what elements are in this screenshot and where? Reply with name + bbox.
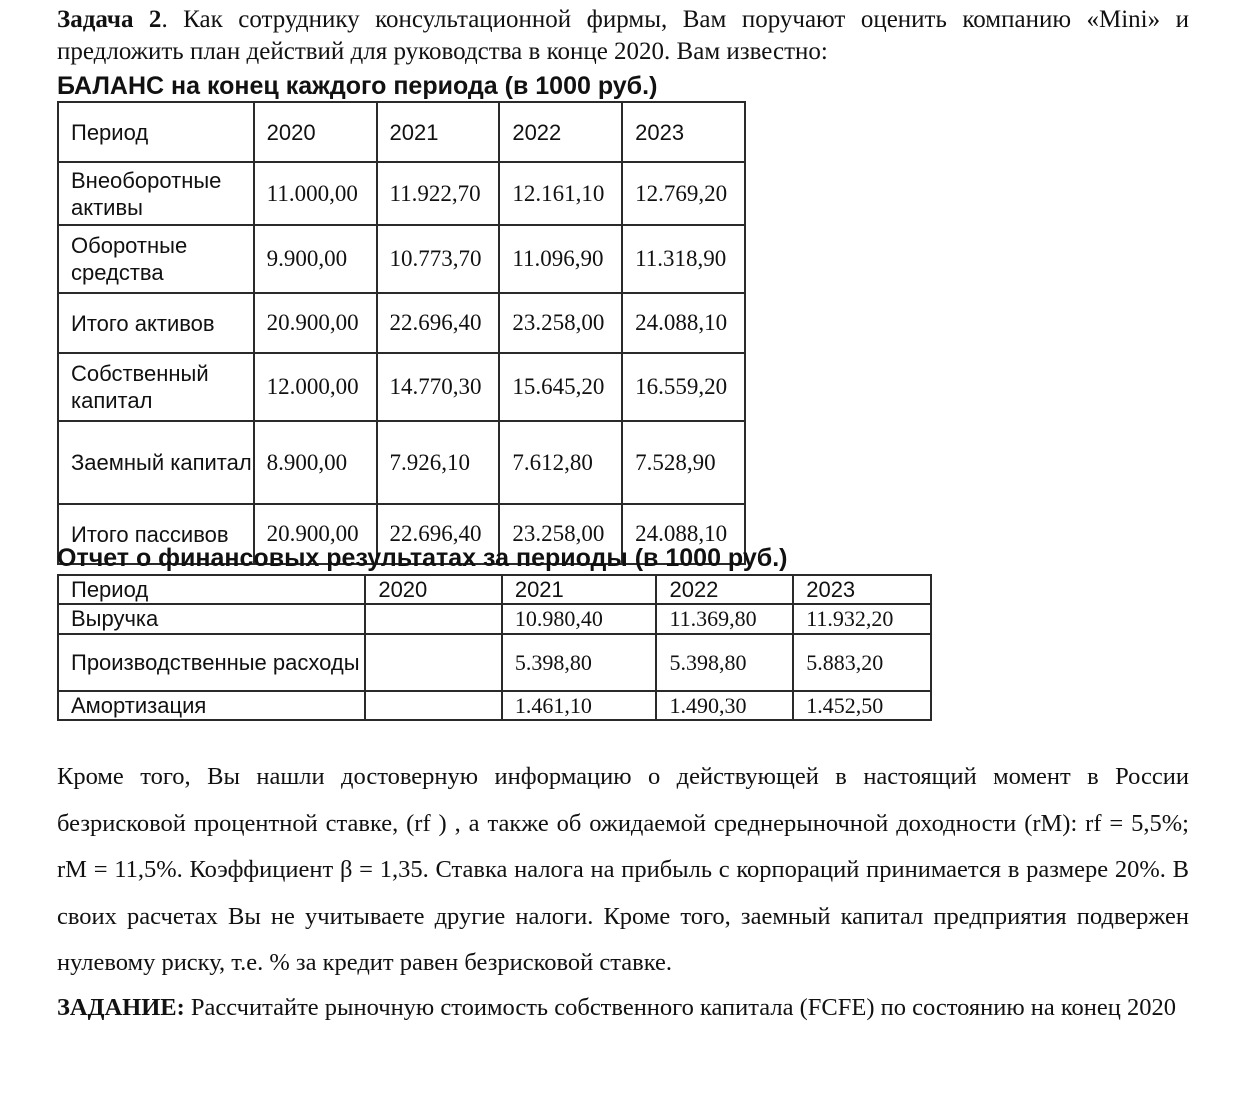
balance-value-cell: 22.696,40 bbox=[377, 293, 500, 353]
income-value-cell: 11.369,80 bbox=[656, 604, 793, 634]
income-value-cell bbox=[365, 604, 502, 634]
balance-row-label: Собственный капитал bbox=[58, 353, 254, 421]
task-text: . Как сотруднику консультационной фирмы, Вам поручают оценить компанию «Mini» и предложить план действий для руководства в конце 2020. Вам известно: bbox=[57, 6, 1189, 65]
income-value-cell bbox=[365, 691, 502, 720]
balance-row-label: Оборотные средства bbox=[58, 225, 254, 293]
balance-header-row bbox=[58, 102, 745, 162]
balance-row bbox=[58, 353, 745, 421]
income-value-cell: 1.490,30 bbox=[656, 691, 793, 720]
income-value-cell: 5.398,80 bbox=[656, 634, 793, 691]
balance-value-cell: 22.696,40 bbox=[377, 504, 500, 564]
balance-value-cell: 16.559,20 bbox=[622, 353, 745, 421]
assignment-label: ЗАДАНИЕ: bbox=[57, 994, 185, 1021]
income-row-label: Амортизация bbox=[58, 691, 365, 720]
balance-value-cell: 7.612,80 bbox=[499, 421, 622, 504]
balance-header-cell: 2022 bbox=[499, 102, 622, 162]
income-row bbox=[58, 604, 931, 634]
income-header-cell: 2020 bbox=[365, 575, 502, 604]
income-row bbox=[58, 691, 931, 720]
balance-header-cell: 2023 bbox=[622, 102, 745, 162]
income-header-row bbox=[58, 575, 931, 604]
conditions-paragraph: Кроме того, Вы нашли достоверную информацию о действующей в настоящий момент в России безрисковой процентной ставке, (rf ) , а также об ожидаемой среднерыночной доходности (rM): rf = 5,5%; rM = 11,5%. Коэффициент β = 1,35. Ставка налога на прибыль с корпораций принимается в размере 20%. В своих расчетах Вы не учитываете другие налоги. Кроме того, заемный капитал предприятия подвержен нулевому риску, т.е. % за кредит равен безрисковой ставке. bbox=[57, 763, 1189, 976]
balance-value-cell: 24.088,10 bbox=[622, 293, 745, 353]
income-value-cell: 5.398,80 bbox=[502, 634, 657, 691]
task-intro bbox=[57, 4, 1189, 68]
balance-row-label: Итого активов bbox=[58, 293, 254, 353]
income-value-cell bbox=[365, 634, 502, 691]
income-row-label: Производственные расходы bbox=[58, 634, 365, 691]
balance-value-cell: 7.926,10 bbox=[377, 421, 500, 504]
balance-row-label: Внеоборотные активы bbox=[58, 162, 254, 225]
balance-value-cell: 12.161,10 bbox=[499, 162, 622, 225]
balance-value-cell: 20.900,00 bbox=[254, 504, 377, 564]
balance-value-cell: 23.258,00 bbox=[499, 293, 622, 353]
balance-row bbox=[58, 421, 745, 504]
balance-value-cell: 24.088,10 bbox=[622, 504, 745, 564]
balance-row-label: Заемный капитал bbox=[58, 421, 254, 504]
balance-value-cell: 11.096,90 bbox=[499, 225, 622, 293]
balance-row bbox=[58, 293, 745, 353]
income-table bbox=[57, 574, 932, 721]
income-value-cell: 5.883,20 bbox=[793, 634, 931, 691]
income-value-cell: 10.980,40 bbox=[502, 604, 657, 634]
income-value-cell: 11.932,20 bbox=[793, 604, 931, 634]
balance-row bbox=[58, 225, 745, 293]
balance-header-cell: 2021 bbox=[377, 102, 500, 162]
income-header-cell: Период bbox=[58, 575, 365, 604]
balance-value-cell: 14.770,30 bbox=[377, 353, 500, 421]
income-row bbox=[58, 634, 931, 691]
balance-value-cell: 8.900,00 bbox=[254, 421, 377, 504]
balance-value-cell: 10.773,70 bbox=[377, 225, 500, 293]
balance-value-cell: 11.318,90 bbox=[622, 225, 745, 293]
balance-value-cell: 12.000,00 bbox=[254, 353, 377, 421]
income-value-cell: 1.452,50 bbox=[793, 691, 931, 720]
income-row-label: Выручка bbox=[58, 604, 365, 634]
balance-value-cell: 12.769,20 bbox=[622, 162, 745, 225]
balance-value-cell: 11.000,00 bbox=[254, 162, 377, 225]
balance-value-cell: 7.528,90 bbox=[622, 421, 745, 504]
income-heading: Отчет о финансовых результатах за периоды (в 1000 руб.) bbox=[57, 544, 788, 572]
balance-header-cell: 2020 bbox=[254, 102, 377, 162]
assignment-text: Рассчитайте рыночную стоимость собственного капитала (FCFE) по состоянию на конец 2020 bbox=[184, 994, 1177, 1021]
income-header-cell: 2021 bbox=[502, 575, 657, 604]
income-header-cell: 2023 bbox=[793, 575, 931, 604]
income-value-cell: 1.461,10 bbox=[502, 691, 657, 720]
balance-value-cell: 15.645,20 bbox=[499, 353, 622, 421]
assignment-paragraph bbox=[57, 985, 1189, 1032]
income-header-cell: 2022 bbox=[656, 575, 793, 604]
balance-table bbox=[57, 101, 746, 565]
balance-header-cell: Период bbox=[58, 102, 254, 162]
balance-value-cell: 20.900,00 bbox=[254, 293, 377, 353]
balance-value-cell: 11.922,70 bbox=[377, 162, 500, 225]
balance-heading: БАЛАНС на конец каждого периода (в 1000 руб.) bbox=[57, 72, 658, 100]
balance-row bbox=[58, 162, 745, 225]
balance-row-label: Итого пассивов bbox=[58, 504, 254, 564]
balance-value-cell: 23.258,00 bbox=[499, 504, 622, 564]
task-title: Задача 2 bbox=[57, 6, 162, 33]
balance-value-cell: 9.900,00 bbox=[254, 225, 377, 293]
